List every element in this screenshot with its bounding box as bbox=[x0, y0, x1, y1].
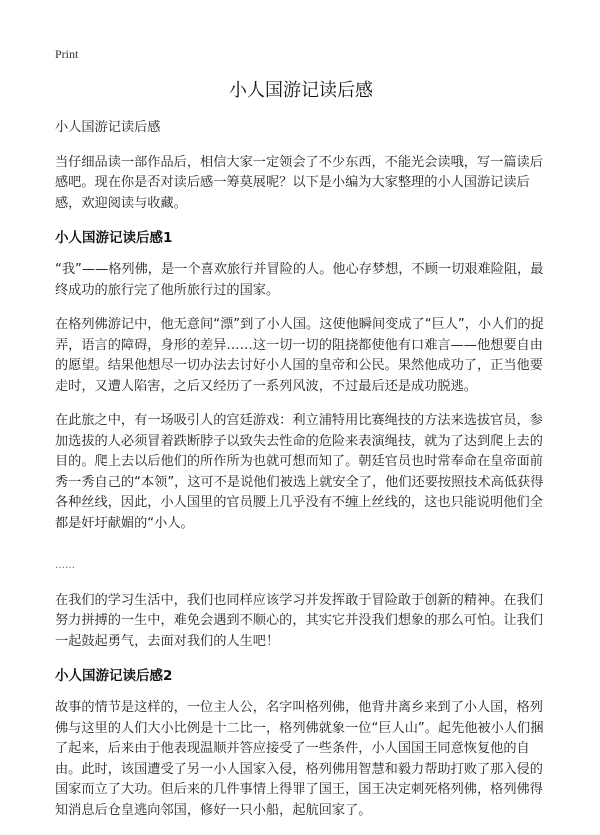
intro-paragraph: 当仔细品读一部作品后，相信大家一定领会了不少东西，不能光会读哦，写一篇读后感吧。现在你是否对读后感一筹莫展呢？以下是小编为大家整理的小人国游记读后感，欢迎阅读与收藏。 bbox=[55, 154, 543, 211]
paragraph: 故事的情节是这样的，一位主人公，名字叫格列佛，他背井离乡来到了小人国，格列佛与这里的人们大小比例是十二比一，格列佛就象一位“巨人山”。起先他被小人们捆了起来，后来由于他表现温顺并答应接受了一些条件，小人国国王同意恢复他的自由。此时，该国遭受了另一小人国家入侵，格列佛用智慧和毅力帮助打败了那入侵的国家而立了大功。但后来的几件事情上得罪了国王，国王决定刺死格列佛，格列佛得知消息后仓皇逃向邻国，修好一只小船，起航回家了。 bbox=[55, 700, 544, 818]
subtitle: 小人国游记读后感 bbox=[55, 120, 161, 135]
print-link[interactable]: Print bbox=[55, 47, 79, 61]
page-title: 小人国游记读后感 bbox=[229, 80, 373, 101]
ellipsis: …… bbox=[55, 560, 75, 571]
document-body bbox=[55, 78, 547, 835]
closing-paragraph: 在我们的学习生活中，我们也同样应该学习并发挥敢于冒险敢于创新的精神。在我们努力拼搏的一生中，难免会遇到不顺心的，其实它并没我们想象的那么可怕。让我们一起鼓起勇气，去面对我们的人生吧！ bbox=[55, 592, 543, 649]
paragraph: “我”——格列佛，是一个喜欢旅行并冒险的人。他心存梦想，不顾一切艰难险阻，最终成功的旅行完了他所旅行过的国家。 bbox=[55, 262, 544, 298]
paragraph: 在格列佛游记中，他无意间“漂”到了小人国。这使他瞬间变成了“巨人”，小人们的捉弄，语言的障碍，身形的差异……这一切一切的阻挠都使他有口难言——他想要自由的愿望。结果他想尽一切办法去讨好小人国的皇帝和公民。果然他成功了，正当他要走时，又遭人陷害，之后又经历了一系列风波，不过最后还是成功脱逃。 bbox=[55, 317, 544, 394]
section-heading-2: 小人国游记读后感2 bbox=[55, 668, 173, 684]
paragraph: 在此旅之中，有一场吸引人的宫廷游戏：利立浦特用比赛绳技的方法来选拔官员，参加选拔的人必须冒着跌断脖子以致失去性命的危险来表演绳技，就为了达到爬上去的目的。爬上去以后他们的所作所为也就可想而知了。朝廷官员也时常奉命在皇帝面前秀一秀自己的“本领”，这可不是说他们被选上就安全了，他们还要按照技术高低获得各种丝线，因此，小人国里的官员腰上几乎没有不缠上丝线的，这也只能说明他们全都是奸圩献媚的“小人。 bbox=[55, 413, 544, 531]
section-heading-1: 小人国游记读后感1 bbox=[55, 230, 173, 246]
